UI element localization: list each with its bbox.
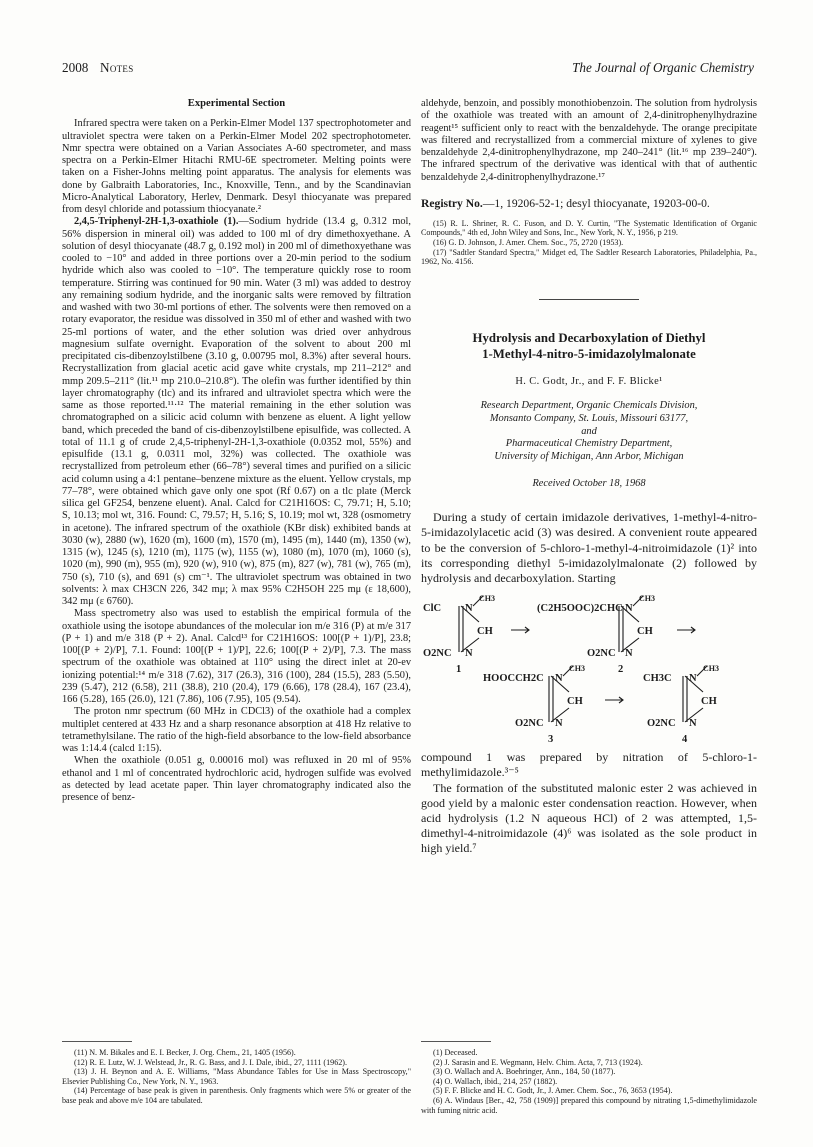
footnote: (1) Deceased. xyxy=(433,1048,478,1057)
left-column xyxy=(62,98,411,804)
compound-heading: 2,4,5-Triphenyl-2H-1,3-oxathiole (1). xyxy=(74,216,239,228)
footnote: (6) A. Windaus [Ber., 42, 758 (1909)] prepared this compound by nitrating 1,5-dimethylimidazole with fuming nitric acid. xyxy=(421,1095,757,1115)
body-paragraph: The formation of the substituted malonic ester 2 was achieved in good yield by a malonic ester condensation reaction. However, when acid hydrolysis (1.2 N aqueous HCl) of 2 was attempted, 1,5-dimethyl-4-nitroimidazole (4)⁶ was isolated as the sole product in high yield.⁷ xyxy=(421,780,757,856)
registry-label: Registry No. xyxy=(421,196,483,210)
reference-list xyxy=(421,219,757,267)
c2-nitro: O2NC xyxy=(587,648,616,660)
c1-nitro: O2NC xyxy=(423,648,452,660)
c4-substituent: CH3C xyxy=(643,673,672,685)
compound-2-label: 2 xyxy=(618,664,624,676)
c4-ch: CH xyxy=(701,696,717,708)
reaction-scheme xyxy=(421,594,757,744)
c2-ch: CH xyxy=(637,626,653,638)
affiliations xyxy=(421,400,757,464)
c4-n2: N xyxy=(689,718,697,730)
c3-substituent: HOOCCH2C xyxy=(483,673,544,685)
authors: H. C. Godt, Jr., and F. F. Blicke¹ xyxy=(515,375,663,387)
footnote: (5) F. F. Blicke and H. C. Godt, Jr., J. Amer. Chem. Soc., 76, 3653 (1954). xyxy=(433,1086,673,1096)
article-separator xyxy=(539,299,639,300)
affiliation-line: and xyxy=(581,425,597,437)
c3-methyl: CH3 xyxy=(569,664,585,674)
synthesis-text: —Sodium hydride (13.4 g, 0.312 mol, 56% dispersion in mineral oil) was added to 100 ml of dry dimethoxyethane. A solution of desyl thiocyanate (48.7 g, 0.192 mol) in 200 ml of dimethoxyethane was cooled to −10° and added in three portions over a 20-min period to the sodium hydride which also was cooled to −10°. The temperature quickly rose to room temperature. Stirring was continued for 90 min. Water (3 ml) was added to destroy any remaining sodium hydride, and the inorganic salts were removed by filtration and washed with two 30-ml portions of ether. The solvents were then removed on a rotary evaporator, the residue was dissolved in 350 ml of ether and washed with two 25-ml portions of water, and the ether solution was dried over anhydrous magnesium sulfate overnight. Evaporation of the solvent to about 200 ml precipitated cis-dibenzoylstilbene (3.10 g, 0.00795 mol, 8.3%) after several hours. Recrystallization from glacial acetic acid gave white crystals, mp 211–212° and mmp 209.5–211° (lit.¹¹ mp 210.0–210.8°). The olefin was further identified by thin layer chromatography (tlc) and its infrared and ultraviolet spectra which were the same as those reported.¹¹·¹² The material remaining in the ether solution was chromatographed on a silicic acid column with benzene as eluent. A light yellow band, which preceded the band of cis-dibenzoylstilbene episulfide, was collected. A total of 11.1 g of crude 2,4,5-triphenyl-2H-1,3-oxathiole (0.0352 mol, 55%) and episulfide (13.1 g, 0.0311 mol, 32%) was collected. The oxathiole was recrystallized from petroleum ether (66–78°) several times and purified on a silicic acid column using a 4:1 pentane–benzene mixture as the eluent. Yellow crystals, mp 77–78°, were obtained which gave only one spot (Rf 0.67) on a tlc plate (Merck silica gel GF254, benzene eluent). Anal. Calcd for C21H16OS: C, 79.71; H, 5.10; S, 10.13; mol wt, 316. Found: C, 79.57; H, 5.16; S, 10.19; mol wt, 328 (osmometry in acetone). The infrared spectrum of the oxathiole (KBr disk) exhibited bands at 3030 (w), 2880 (w), 1620 (m), 1600 (m), 1570 (m), 1495 (m), 1440 (m), 1350 (w), 1315 (w), 1245 (s), 1210 (m), 1175 (w), 1155 (w), 1080 (m), 1070 (m), 1060 (s), 1020 (m), 990 (m), 955 (m), 920 (w), 910 (w), 875 (m), 827 (w), 781 (w), 765 (m), 750 (s), 710 (s), and 691 (s) cm⁻¹. The ultraviolet spectrum was obtained in two solvents: λ max CH3CN 226, 342 mμ; λ max 95% C2H5OH 225 mμ (ε 18,600), 342 mμ (ε 6760). xyxy=(62,216,411,607)
footnote-rule xyxy=(421,1041,491,1042)
c4-n: N xyxy=(689,673,697,685)
running-head xyxy=(62,60,754,78)
reaction-scheme-svg xyxy=(421,594,757,744)
footnote: (2) J. Sarasin and E. Wegmann, Helv. Chim. Acta, 7, 713 (1924). xyxy=(433,1057,643,1067)
experimental-heading: Experimental Section xyxy=(187,98,286,109)
affiliation-line: Monsanto Company, St. Louis, Missouri 63177, xyxy=(489,412,689,424)
compound-4-label: 4 xyxy=(682,734,688,745)
c2-methyl: CH3 xyxy=(639,594,655,604)
c3-nitro: O2NC xyxy=(515,718,544,730)
affiliation-line: University of Michigan, Ann Arbor, Michigan xyxy=(494,451,684,463)
journal-name: The Journal of Organic Chemistry xyxy=(572,60,754,75)
intro-paragraph: During a study of certain imidazole derivatives, 1-methyl-4-nitro-5-imidazolylacetic acid (3) was desired. A convenient route appeared to be the conversion of 5-chloro-1-methyl-4-nitroimidazole (1)² into its corresponding diethyl 5-imidazolylmalonate (2) followed by hydrolysis and decarboxylation. Starting xyxy=(421,510,757,586)
right-footnotes xyxy=(421,1033,757,1115)
article-title xyxy=(421,330,757,362)
title-line: 1-Methyl-4-nitro-5-imidazolylmalonate xyxy=(482,346,696,361)
nmr-paragraph: The proton nmr spectrum (60 MHz in CDCl3) of the oxathiole had a complex multiplet centered at 433 Hz and a sharp resonance absorption at 418 Hz relative to tetramethylsilane. The ratio of the high-field absorbance to the low-field absorbance was 1:14.4 (calcd 1:15). xyxy=(62,706,411,754)
footnote: (14) Percentage of base peak is given in parenthesis. Only fragments which were 5% or greater of the base peak and above m/e 104 are tabulated. xyxy=(62,1086,411,1105)
hydrolysis-paragraph: When the oxathiole (0.051 g, 0.00016 mol) was refluxed in 20 ml of 95% ethanol and 1 ml of concentrated hydrochloric acid, hydrogen sulfide was evolved as detected by lead acetate paper. Thin layer chromatography indicated also the presence of benz- xyxy=(62,755,411,803)
right-column xyxy=(421,98,757,857)
body-paragraph: compound 1 was prepared by nitration of 5-chloro-1-methylimidazole.³⁻⁵ xyxy=(421,750,757,780)
compound-3-label: 3 xyxy=(548,734,554,745)
c1-n: N xyxy=(465,603,473,615)
c2-substituent: (C2H5OOC)2CHC xyxy=(537,603,623,615)
footnote: (4) O. Wallach, ibid., 214, 257 (1882). xyxy=(433,1076,558,1086)
reference: (15) R. L. Shriner, R. C. Fuson, and D. Y. Curtin, "The Systematic Identification of Organic Compounds," 4th ed, John Wiley and Sons, Inc., New York, N. Y., 1956, p 219. xyxy=(421,218,757,238)
affiliation-line: Pharmaceutical Chemistry Department, xyxy=(505,438,673,450)
c3-n: N xyxy=(555,673,563,685)
c3-ch: CH xyxy=(567,696,583,708)
instruments-paragraph: Infrared spectra were taken on a Perkin-Elmer Model 137 spectrophotometer and ultraviolet spectra were taken on a Perkin-Elmer Model 202 spectrophotometer. Nmr spectra were obtained on a Varian Associates A-60 spectrometer, and mass spectra on a Perkin-Elmer Hitachi RMU-6E spectrometer. Melting points were taken on a Fisher-Johns melting point apparatus. The analysis for elements was done by Galbraith Laboratories, Inc., Knoxville, Tenn., and by the Scandinavian Micro-Analytical Laboratory, Herlev, Denmark. Desyl thiocyanate was prepared from desyl chloride and potassium thiocyanate.² xyxy=(62,118,411,215)
c1-substituent: ClC xyxy=(423,603,442,615)
c1-ch: CH xyxy=(477,626,493,638)
compound-1-label: 1 xyxy=(456,664,462,676)
affiliation-line: Research Department, Organic Chemicals Division, xyxy=(480,399,698,411)
reference: (17) "Sadtler Standard Spectra," Midget ed, The Sadtler Research Laboratories, Philadelphia, Pa., 1962, No. 4156. xyxy=(421,247,757,267)
body-block xyxy=(421,750,757,856)
page-number: 2008 xyxy=(62,60,89,75)
registry-numbers xyxy=(421,196,757,211)
left-footnotes xyxy=(62,1033,411,1106)
footnote: (12) R. E. Lutz, W. J. Welstead, Jr., R. G. Bass, and J. I. Dale, ibid., 27, 1111 (1962). xyxy=(74,1057,348,1067)
c1-methyl: CH3 xyxy=(479,594,495,604)
c2-n: N xyxy=(625,603,633,615)
c4-nitro: O2NC xyxy=(647,718,676,730)
c1-n2: N xyxy=(465,648,473,660)
reference: (16) G. D. Johnson, J. Amer. Chem. Soc., 75, 2720 (1953). xyxy=(433,237,624,247)
intro-block xyxy=(421,510,757,586)
mass-spec-paragraph: Mass spectrometry also was used to establish the empirical formula of the oxathiole using the isotope abundances of the molecular ion m/e 316 (P) at m/e 317 (P + 1) and m/e 318 (P + 2). Anal. Calcd¹³ for C21H16OS: 100[(P + 1)/P], 23.8; 100[(P + 2)/P], 7.1. Found: 100[(P + 1)/P], 22.6; 100[(P + 2)/P], 7.3. The mass spectrum of the oxathiole was obtained at 110° using the direct inlet at 20-ev ionizing potential:¹⁴ m/e 318 (7.62), 317 (26.3), 316 (100), 284 (15.5), 283 (5.50), 239 (5.47), 212 (6.58), 211 (38.8), 210 (20.4), 179 (6.66), 178 (28.4), 167 (23.4), 166 (5.28), 165 (26.0), 121 (7.86), 106 (7.95), 105 (9.54). xyxy=(62,608,411,705)
c2-n2: N xyxy=(625,648,633,660)
footnote-rule xyxy=(62,1041,132,1042)
footnote: (3) O. Wallach and A. Boehringer, Ann., 184, 50 (1877). xyxy=(433,1067,616,1077)
c3-n2: N xyxy=(555,718,563,730)
footnote: (13) J. H. Beynon and A. E. Williams, "Mass Abundance Tables for Use in Mass Spectroscopy," Elsevier Publishing Co., New York, N. Y., 1963. xyxy=(62,1067,411,1086)
registry-text: —1, 19206-52-1; desyl thiocyanate, 19203-00-0. xyxy=(482,196,710,210)
c4-methyl: CH3 xyxy=(703,664,719,674)
continuation-paragraph: aldehyde, benzoin, and possibly monothiobenzoin. The solution from hydrolysis of the oxathiole was treated with an amount of 2,4-dinitrophenylhydrazine reagent¹⁵ sufficient only to react with the benzaldehyde. The orange precipitate was filtered and recrystallized from a commercial mixture of xylenes to give benzaldehyde 2,4-dinitrophenylhydrazone, mp 240–241° (lit.¹⁶ mp 239–240°). The infrared spectrum of the derivative was identical with that of authentic benzaldehyde 2,4-dinitrophenylhydrazone.¹⁷ xyxy=(421,98,757,183)
footnote: (11) N. M. Bikales and E. I. Becker, J. Org. Chem., 21, 1405 (1956). xyxy=(74,1048,296,1057)
title-line: Hydrolysis and Decarboxylation of Diethyl xyxy=(472,330,706,345)
oxathiole-synthesis-paragraph xyxy=(62,216,411,608)
section-name: Notes xyxy=(100,60,134,75)
received-date: Received October 18, 1968 xyxy=(532,477,646,489)
